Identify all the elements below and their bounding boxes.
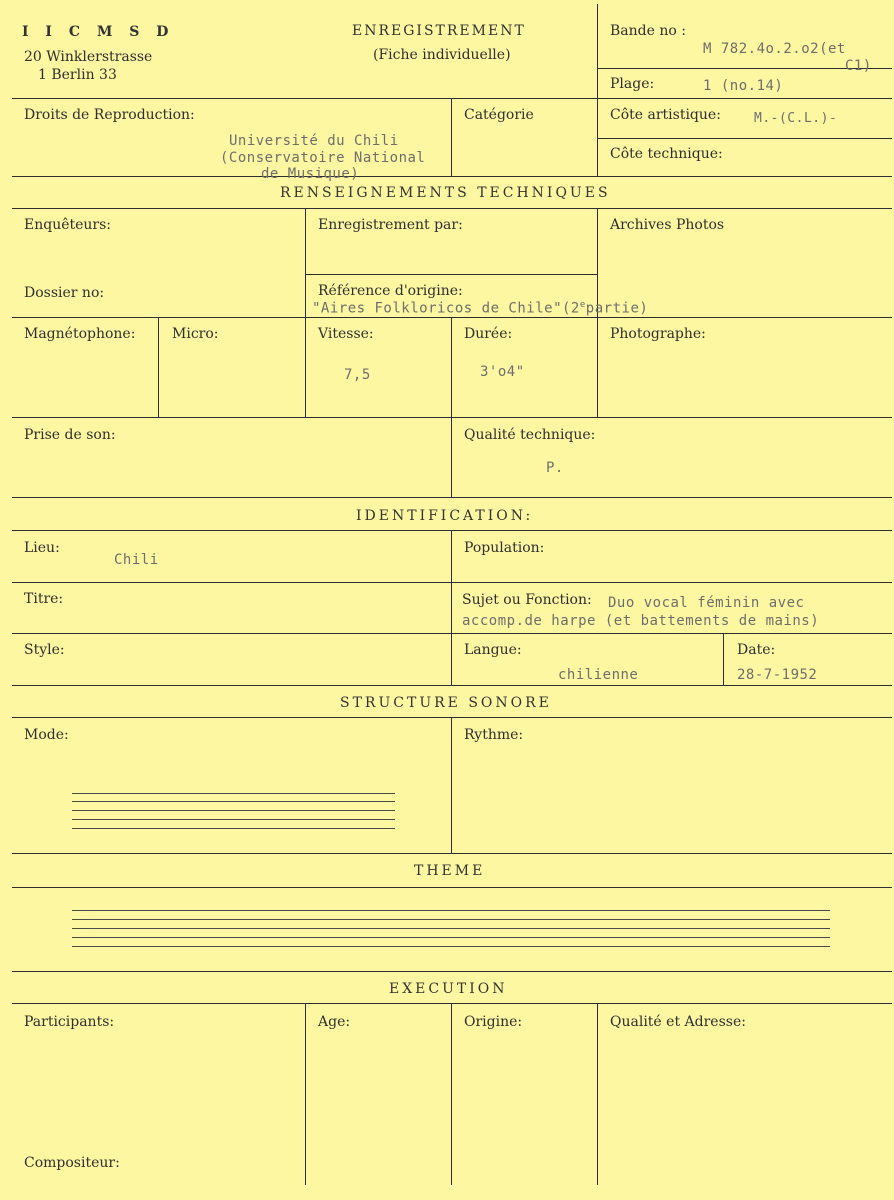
photographe-label: Photographe: xyxy=(610,326,706,342)
rule-style-bottom xyxy=(12,685,892,686)
duree-value: 3'o4" xyxy=(480,364,525,380)
reference-value-end: partie) xyxy=(585,300,649,317)
rythme-label: Rythme: xyxy=(464,727,524,743)
rule-titre-bottom xyxy=(12,633,892,634)
reference-value xyxy=(312,300,648,317)
rule-enregistrement-bottom xyxy=(305,274,597,275)
theme-staff-line xyxy=(72,946,830,947)
rule-ident-title-bottom xyxy=(12,530,892,531)
date-value: 28-7-1952 xyxy=(737,667,818,683)
archives-photos-label: Archives Photos xyxy=(610,217,725,233)
rule-v-age xyxy=(305,1003,306,1185)
vitesse-label: Vitesse: xyxy=(318,326,374,342)
reference-value-main: "Aires Folkloricos de Chile"(2 xyxy=(312,300,580,317)
sujet-label: Sujet ou Fonction: xyxy=(462,592,592,608)
rule-v-enregistrement xyxy=(305,208,306,317)
address-line-1: 20 Winklerstrasse xyxy=(24,49,153,65)
form-title: ENREGISTREMENT xyxy=(352,23,526,39)
rule-prise-bottom xyxy=(12,497,892,498)
mode-staff-line xyxy=(72,828,395,829)
dossier-label: Dossier no: xyxy=(24,285,105,301)
theme-staff-line xyxy=(72,937,830,938)
age-label: Age: xyxy=(318,1014,351,1030)
rule-lieu-bottom xyxy=(12,582,892,583)
vitesse-value: 7,5 xyxy=(344,367,371,383)
identification-section-title: IDENTIFICATION: xyxy=(356,508,534,524)
bande-label: Bande no : xyxy=(610,23,686,39)
duree-label: Durée: xyxy=(464,326,513,342)
rule-v-origine xyxy=(451,1003,452,1185)
theme-staff-line xyxy=(72,910,830,911)
rule-v-categorie xyxy=(451,98,452,176)
sujet-value-line-2: accomp.de harpe (et battements de mains) xyxy=(462,613,820,629)
technique-section-title: RENSEIGNEMENTS TECHNIQUES xyxy=(280,185,611,201)
bande-value: M 782.4o.2.o2(et xyxy=(703,41,846,57)
rule-v-bande xyxy=(597,4,598,98)
reference-value-superscript: e xyxy=(579,300,586,310)
rule-structure-title-bottom xyxy=(12,717,892,718)
structure-section-title: STRUCTURE SONORE xyxy=(340,695,552,711)
rule-tech-title-bottom xyxy=(12,208,892,209)
plage-label: Plage: xyxy=(610,76,655,92)
micro-label: Micro: xyxy=(172,326,219,342)
mode-label: Mode: xyxy=(24,727,69,743)
rule-mode-bottom xyxy=(12,853,892,854)
droits-value-line-3: de Musique) xyxy=(261,166,360,182)
droits-label: Droits de Reproduction: xyxy=(24,107,195,123)
cote-artistique-value: M.-(C.L.)- xyxy=(754,111,838,126)
compositeur-label: Compositeur: xyxy=(24,1155,120,1171)
cote-technique-label: Côte technique: xyxy=(610,146,723,162)
categorie-label: Catégorie xyxy=(464,107,534,123)
institute-logo: I I C M S D xyxy=(22,24,175,40)
rule-v-qualite-adresse xyxy=(597,1003,598,1185)
lieu-label: Lieu: xyxy=(24,540,60,556)
cote-artistique-label: Côte artistique: xyxy=(610,107,721,123)
origine-label: Origine: xyxy=(464,1014,523,1030)
theme-section-title: THEME xyxy=(414,863,486,879)
qualite-adresse-label: Qualité et Adresse: xyxy=(610,1014,746,1030)
rule-v-rythme xyxy=(451,717,452,853)
rule-cote-divider xyxy=(597,138,892,139)
qualite-technique-label: Qualité technique: xyxy=(464,427,596,443)
lieu-value: Chili xyxy=(114,552,159,568)
rule-v-photographe xyxy=(597,317,598,417)
plage-value: 1 (no.14) xyxy=(703,78,784,94)
droits-value-line-1: Université du Chili xyxy=(229,133,399,149)
enqueteurs-label: Enquêteurs: xyxy=(24,217,112,233)
theme-staff-line xyxy=(72,928,830,929)
date-label: Date: xyxy=(737,642,776,658)
rule-magneto-bottom xyxy=(12,417,892,418)
mode-staff-line xyxy=(72,793,395,794)
rule-v-vitesse xyxy=(305,317,306,417)
rule-theme-title-bottom xyxy=(12,887,892,888)
theme-staff-line xyxy=(72,919,830,920)
titre-label: Titre: xyxy=(24,591,64,607)
reference-label: Référence d'origine: xyxy=(318,283,463,299)
population-label: Population: xyxy=(464,540,545,556)
address-line-2: 1 Berlin 33 xyxy=(38,67,117,83)
prise-de-son-label: Prise de son: xyxy=(24,427,116,443)
langue-value: chilienne xyxy=(558,667,639,683)
magnetophone-label: Magnétophone: xyxy=(24,326,136,342)
rule-v-population xyxy=(451,530,452,685)
rule-v-date xyxy=(723,633,724,685)
droits-value-line-2: (Conservatoire National xyxy=(220,150,426,166)
form-subtitle: (Fiche individuelle) xyxy=(373,47,511,63)
rule-v-duree xyxy=(451,317,452,417)
style-label: Style: xyxy=(24,642,65,658)
execution-section-title: EXECUTION xyxy=(389,981,508,997)
rule-v-micro xyxy=(158,317,159,417)
bande-value-continued: C1) xyxy=(845,58,872,74)
mode-staff-line xyxy=(72,819,395,820)
rule-rights-bottom xyxy=(12,176,892,177)
qualite-technique-value: P. xyxy=(546,460,564,476)
participants-label: Participants: xyxy=(24,1014,115,1030)
mode-staff-line xyxy=(72,810,395,811)
enregistrement-par-label: Enregistrement par: xyxy=(318,217,463,233)
rule-v-cote xyxy=(597,98,598,176)
rule-header-bottom xyxy=(12,98,892,99)
rule-theme-bottom xyxy=(12,971,892,972)
rule-execution-title-bottom xyxy=(12,1003,892,1004)
langue-label: Langue: xyxy=(464,642,522,658)
mode-staff-line xyxy=(72,801,395,802)
rule-v-qualite xyxy=(451,417,452,497)
sujet-value-line-1: Duo vocal féminin avec xyxy=(608,595,805,611)
